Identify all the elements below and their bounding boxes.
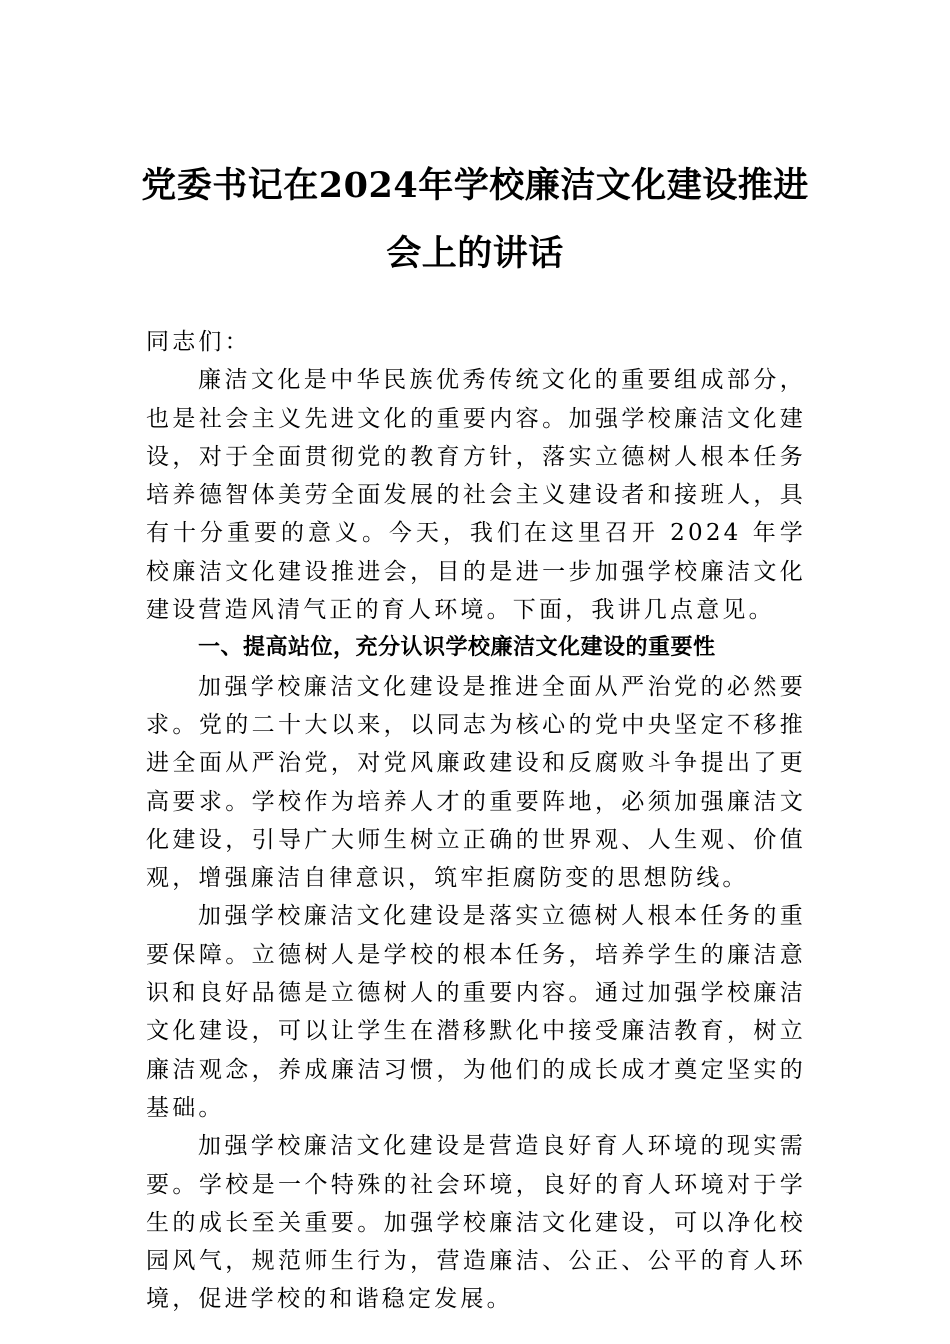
- paragraph-party-governance: 加强学校廉洁文化建设是推进全面从严治党的必然要求。党的二十大以来，以同志为核心的党中央坚定不移推进全面从严治党，对党风廉政建设和反腐败斗争提出了更高要求。学校作为培养人才的重要阵地，必须加强廉洁文化建设，引导广大师生树立正确的世界观、人生观、价值观，增强廉洁自律意识，筑牢拒腐防变的思想防线。: [146, 673, 806, 892]
- greeting: 同志们：: [146, 329, 251, 355]
- document-title: [120, 152, 830, 288]
- document-body: [146, 323, 806, 1319]
- section-heading-1: 一、提高站位，充分认识学校廉洁文化建设的重要性: [198, 635, 716, 661]
- paragraph-moral-education: 加强学校廉洁文化建设是落实立德树人根本任务的重要保障。立德树人是学校的根本任务，培养学生的廉洁意识和良好品德是立德树人的重要内容。通过加强学校廉洁文化建设，可以让学生在潜移默化中接受廉洁教育，树立廉洁观念，养成廉洁习惯，为他们的成长成才奠定坚实的基础。: [146, 903, 806, 1121]
- paragraph-environment: 加强学校廉洁文化建设是营造良好育人环境的现实需要。学校是一个特殊的社会环境，良好的育人环境对于学生的成长至关重要。加强学校廉洁文化建设，可以净化校园风气，规范师生行为，营造廉洁、公正、公平的育人环境，促进学校的和谐稳定发展。: [146, 1133, 806, 1313]
- title-line-2: 会上的讲话: [386, 233, 564, 274]
- title-line-1: 党委书记在2024年学校廉洁文化建设推进: [141, 165, 809, 206]
- paragraph-intro: 廉洁文化是中华民族优秀传统文化的重要组成部分，也是社会主义先进文化的重要内容。加强学校廉洁文化建设，对于全面贯彻党的教育方针，落实立德树人根本任务培养德智体美劳全面发展的社会主义建设者和接班人，具有十分重要的意义。今天，我们在这里召开 2024 年学校廉洁文化建设推进会，目的是进一步加强学校廉洁文化建设营造风清气正的育人环境。下面，我讲几点意见。: [146, 367, 806, 624]
